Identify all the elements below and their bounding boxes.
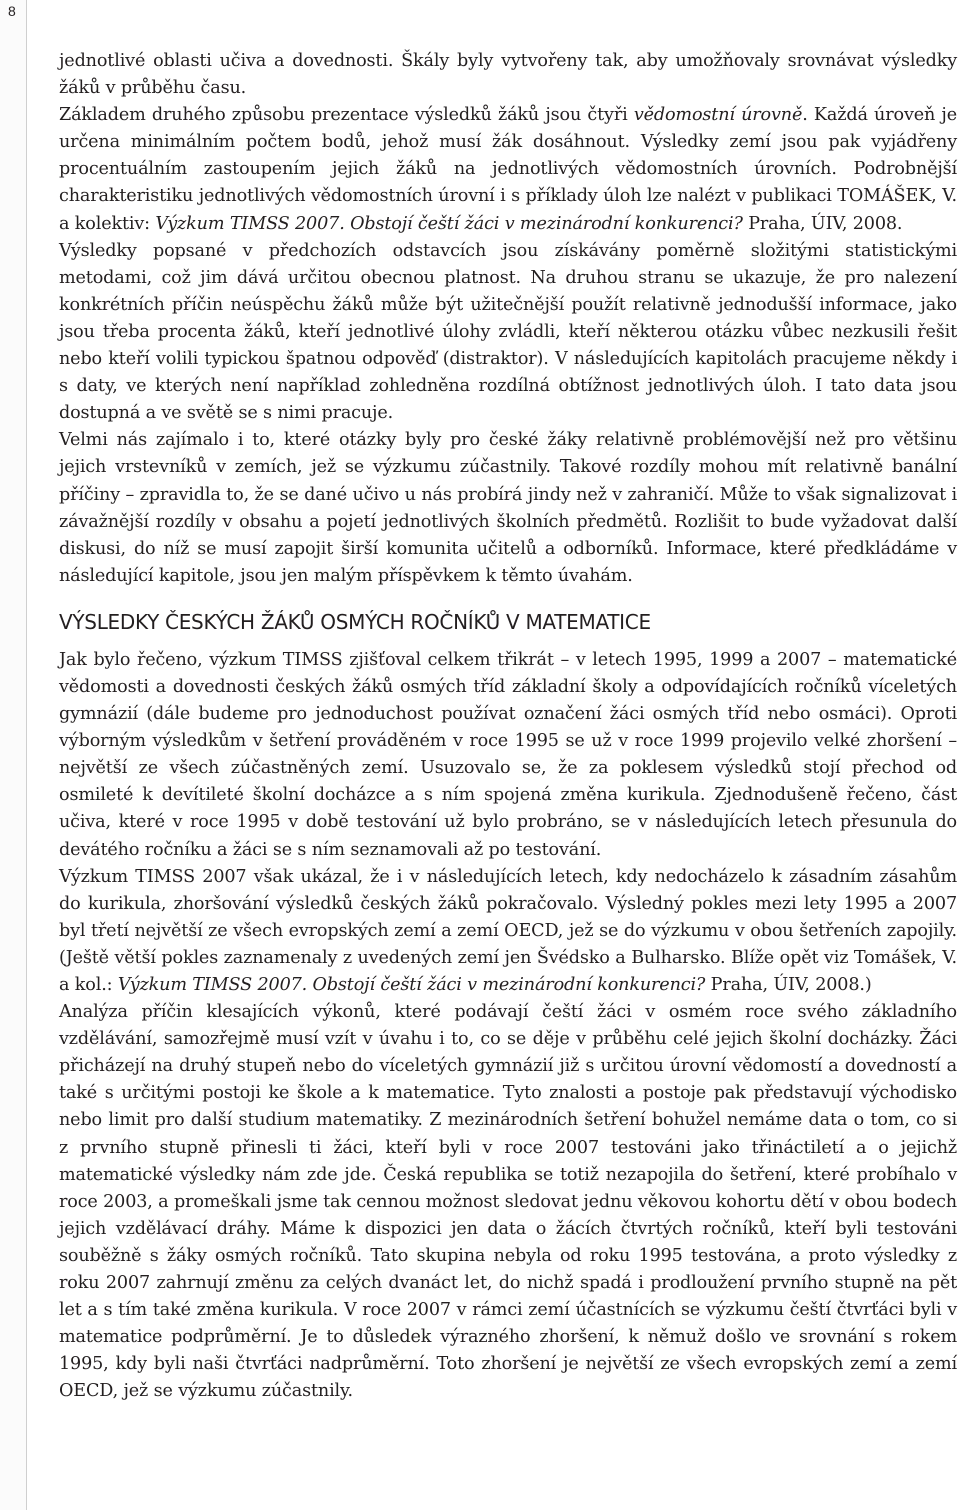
section-paragraph-2	[59, 864, 957, 999]
page-number: 8	[8, 3, 16, 19]
text-run: Praha, ÚIV, 2008.)	[705, 975, 872, 995]
publication-title: Výzkum TIMSS 2007. Obstojí čeští žáci v mezinárodní konkurenci?	[117, 975, 706, 995]
section-paragraph-3: Analýza příčin klesajících výkonů, které podávají čeští žáci v osmém roce svého základního vzdělávání, samozřejmě musí vzít v úvahu i to, co se děje v průběhu celé jejich školní docházky. Žáci přicházejí na druhý stupeň nebo do víceletých gymnázií již s určitou úrovní vědomostí a dovedností a také s určitými postoji ke škole a k matematice. Tyto znalosti a postoje pak představují východisko nebo limit pro další studium matematiky. Z mezinárodních šetření bohužel nemáme data o tom, co si z prvního stupně přinesli ti žáci, kteří byli v roce 2007 testováni jako třináctiletí a o jejichž matematické výsledky nám zde jde. Česká republika se totiž nezapojila do šetření, které probíhalo v roce 2003, a promeškali jsme tak cennou možnost sledovat jednu věkovou kohortu dětí v obou bodech jejich vzdělávací dráhy. Máme k dispozici jen data o žácích čtvrtých ročníků, kteří byli testováni souběžně s žáky osmých ročníků. Tato skupina nebyla od roku 1995 testována, a proto výsledky z roku 2007 zahrnují změnu za celých dvanáct let, do nichž spadá i prodloužení prvního stupně na pět let a s tím také změna kurikula. V roce 2007 v rámci zemí účastnících se výzkumu čeští čtvrťáci byli v matematice podprůměrní. Je to důsledek výrazného zhoršení, k němuž došlo ve srovnání s rokem 1995, kdy byli naši čtvrťáci nadprůměrní. Toto zhoršení je největší ze všech evropských zemí a zemí OECD, jež se výzkumu zúčastnily.	[59, 1002, 957, 1402]
publication-title: Výzkum TIMSS 2007. Obstojí čeští žáci v mezinárodní konkurenci?	[155, 213, 743, 234]
text-run: Výzkum TIMSS 2007 však ukázal, že i v následujících letech, kdy nedocházelo k zásadním zásahům do kurikula, zhoršování výsledků českých žáků pokračovalo. Výsledný pokles mezi lety 1995 a 2007 byl třetí největší ze všech evropských zemí a zemí OECD, jež se do výzkumu v obou šetřeních zapojily. (Ještě větší pokles zaznamenaly z uvedených zemí jen Švédsko a Bulharsko. Blíže opět viz Tomášek, V. a kol.:	[59, 866, 957, 995]
text-run: Praha, ÚIV, 2008.	[742, 213, 903, 234]
intro-paragraph-1: jednotlivé oblasti učiva a dovednosti. Škály byly vytvořeny tak, aby umožňovaly srovnávat výsledky žáků v průběhu času.	[59, 51, 957, 99]
text-run: . Každá úroveň je určena minimálním počtem bodů, jehož musí žák dosáhnout. Výsledky zemí jsou pak vyjádřeny procentuálním zastoupením jejich žáků na jednotlivých vědomostních úrovních. Podrobnější charakteristiku jednotlivých vědomostních úrovní i s příklady úloh lze nalézt v publikaci TOMÁŠEK, V. a kolektiv:	[59, 105, 957, 234]
text-run: Základem druhého způsobu prezentace výsledků žáků jsou čtyři	[59, 105, 634, 126]
intro-paragraph-3: Výsledky popsané v předchozích odstavcích jsou získávány poměrně složitými statistickými metodami, což jim dává určitou obecnou platnost. Na druhou stranu se ukazuje, že pro nalezení konkrétních příčin neúspěchu žáků může být užitečnější použít relativně jednodušší informace, jako jsou třeba procenta žáků, kteří jednotlivé úlohy zvládli, kteří některou otázku vůbec nezkusili řešit nebo kteří volili typickou špatnou odpověď (distraktor). V následujících kapitolách pracujeme někdy i s daty, ve kterých není například zohledněna rozdílná obtížnost jednotlivých úloh. I tato data jsou dostupná a ve světě se s nimi pracuje.	[59, 240, 957, 424]
page-margin-strip	[0, 0, 27, 1510]
document-body	[59, 48, 957, 1406]
section-heading: VÝSLEDKY ČESKÝCH ŽÁKŮ OSMÝCH ROČNÍKŮ V MATEMATICE	[59, 609, 651, 634]
section-paragraph-1: Jak bylo řečeno, výzkum TIMSS zjišťoval celkem třikrát – v letech 1995, 1999 a 2007 – matematické vědomosti a dovednosti českých žáků osmých tříd základní školy a odpovídajících ročníků víceletých gymnázií (dále budeme pro jednoduchost používat označení žáci osmých tříd nebo osmáci). Oproti výborným výsledkům v šetření prováděném v roce 1995 se už v roce 1999 projevilo velké zhoršení – největší ze všech zúčastněných zemí. Usuzovalo se, že za poklesem výsledků stojí přechod od osmileté k devítileté školní docházce a s ním spojená změna kurikula. Zjednodušeně řečeno, část učiva, které v roce 1995 v době testování už bylo probráno, se v následujících letech přesunula do devátého ročníku a žáci se s ním seznamovali až po testování.	[59, 649, 957, 860]
emphasis-text: vědomostní úrovně	[633, 105, 803, 126]
intro-paragraph-4: Velmi nás zajímalo i to, které otázky byly pro české žáky relativně problémovější než pro většinu jejich vrstevníků v zemích, jež se výzkumu zúčastnily. Takové rozdíly mohou mít relativně banální příčiny – zpravidla to, že se dané učivo u nás probírá jindy než v zahraničí. Může to však signalizovat i závažnější rozdíly v obsahu a pojetí jednotlivých školních předmětů. Rozlišit to bude vyžadovat další diskusi, do níž se musí zapojit širší komunita učitelů a odborníků. Informace, které předkládáme v následující kapitole, jsou jen malým příspěvkem k těmto úvahám.	[59, 430, 957, 586]
intro-paragraph-2	[59, 102, 957, 237]
